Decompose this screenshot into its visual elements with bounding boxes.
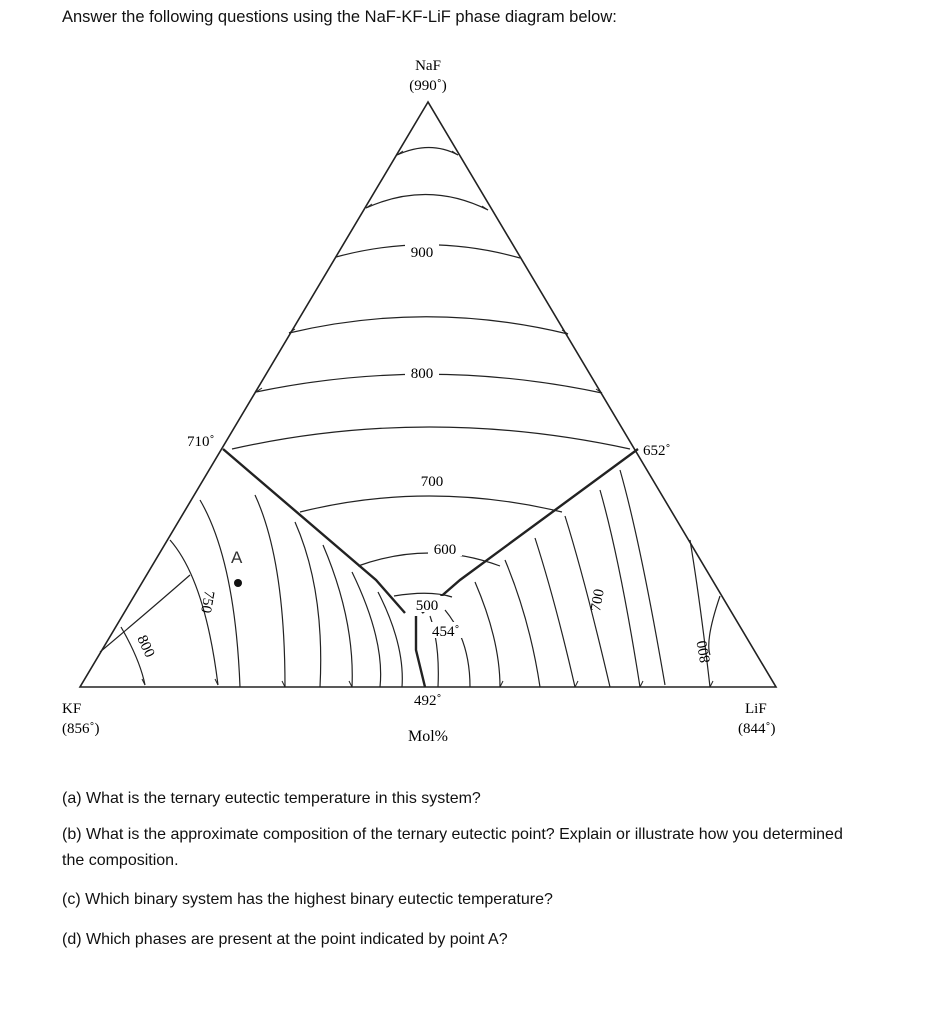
question-c: (c) Which binary system has the highest binary eutectic temperature?: [62, 891, 553, 908]
composition-unit: Mol%: [408, 728, 448, 745]
lif-temp: (844˚): [738, 721, 776, 737]
isotherm-500: 500: [415, 598, 439, 614]
naf-label: NaF: [415, 58, 441, 74]
eutectic-naf-kf: 710˚: [187, 434, 215, 450]
naf-temp: (990˚): [409, 78, 447, 94]
kf-label: KF: [62, 701, 82, 717]
point-a-label: A: [231, 548, 243, 567]
intro-text: Answer the following questions using the NaF-KF-LiF phase diagram below:: [62, 8, 617, 26]
isotherm-kf-750: 750: [197, 589, 217, 615]
isotherm-lif-800: 800: [694, 639, 714, 665]
isotherm-lif-700: 700: [588, 587, 608, 613]
lif-label: LiF: [745, 701, 767, 717]
eutectic-naf-lif: 652˚: [643, 443, 671, 459]
boundary-kf-lif: [416, 616, 425, 687]
eutectic-kf-lif: 492˚: [414, 693, 442, 709]
ternary-eutectic: 454˚: [432, 624, 460, 640]
isotherm-kf-800: 800: [133, 632, 158, 661]
phase-diagram: [0, 40, 931, 780]
point-a-marker: [234, 579, 242, 587]
isotherm-800: 800: [410, 366, 434, 382]
isotherm-900: 900: [410, 245, 434, 261]
isotherm-700: 700: [420, 474, 444, 490]
question-b: (b) What is the approximate composition of the ternary eutectic point? Explain or illustrate how you determined the composition.: [62, 826, 843, 869]
isotherm-600: 600: [433, 542, 457, 558]
boundary-naf-kf: [223, 449, 405, 613]
boundary-naf-lif: [422, 449, 638, 613]
kf-temp: (856˚): [62, 721, 100, 737]
question-d: (d) Which phases are present at the point indicated by point A?: [62, 931, 508, 948]
question-a: (a) What is the ternary eutectic temperature in this system?: [62, 790, 481, 807]
